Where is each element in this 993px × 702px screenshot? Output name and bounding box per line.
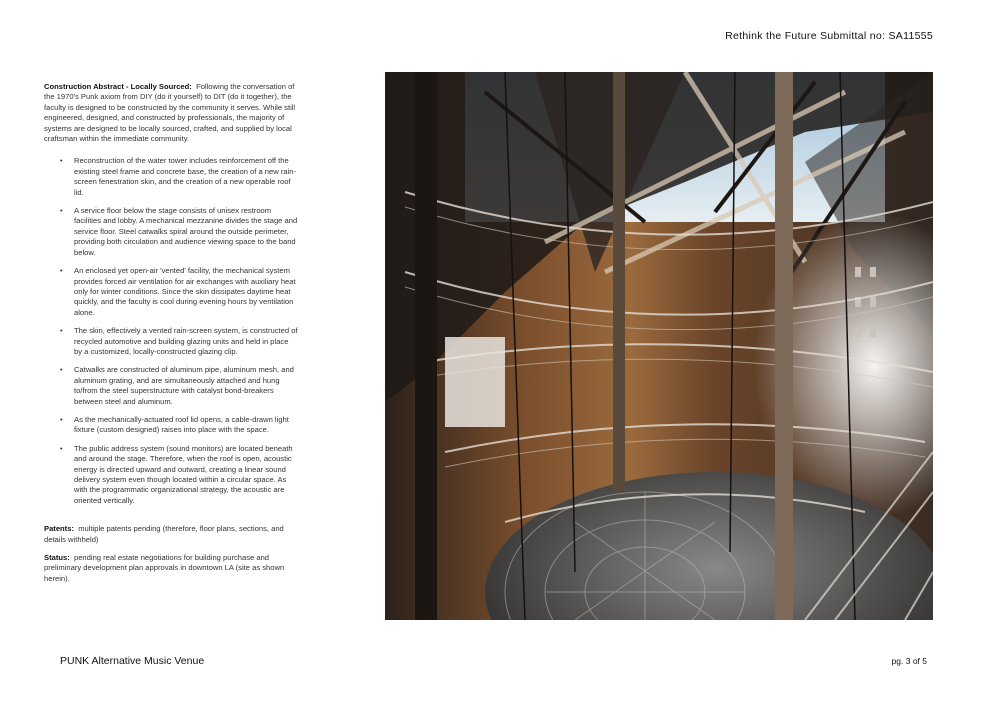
list-item: • The skin, effectively a vented rain-screen system, is constructed of recycled automotive and building glazing units and held in place by a customized, locally-constructed glazing clip.	[60, 326, 298, 356]
patents-paragraph	[44, 524, 298, 545]
submittal-number: Rethink the Future Submittal no: SA11555	[725, 30, 933, 42]
status-label: Status:	[44, 553, 70, 563]
patents-text: multiple patents pending (therefore, floor plans, sections, and details withheld)	[44, 524, 284, 544]
interior-rendering	[385, 72, 933, 620]
bullet-marker: •	[60, 326, 63, 336]
page-number: pg. 3 of 5	[891, 656, 927, 666]
list-item: • Catwalks are constructed of aluminum pipe, aluminum mesh, and aluminum grating, and are simultaneously attached and hung to/from the steel superstructure with catalyst bond-breakers between steel and aluminum.	[60, 365, 294, 406]
bullet-marker: •	[60, 443, 63, 453]
bullet-list	[44, 156, 298, 506]
list-item: • An enclosed yet open-air 'vented' facility, the mechanical system provides forced air ventilation for air exchanges with auxiliary heat only for winter conditions. Since the skin dissipates daytime heat quickly, and the faculty is cool during evening hours by ventilation alone.	[60, 266, 296, 317]
text-column	[44, 82, 298, 592]
list-item: • The public address system (sound monitors) are located beneath and around the stage. Therefore, when the roof is open, acoustic energy is directed upward and outward, creating a linear sound delivery system even though located within a circular space. As with the programmatic organizational strategy, the acoustic are oriented vertically.	[60, 443, 293, 505]
document-title: PUNK Alternative Music Venue	[60, 655, 205, 667]
interior-rendering-illustration	[385, 72, 933, 620]
status-text: pending real estate negotiations for building purchase and preliminary development plan approvals in downtown LA (site as shown herein).	[44, 553, 285, 583]
list-item: • As the mechanically-actuated roof lid opens, a cable-drawn light fixture (custom designed) raises into place with the space.	[60, 414, 289, 435]
bullet-marker: •	[60, 206, 63, 216]
status-paragraph	[44, 553, 298, 584]
abstract-text: Following the conversation of the 1970's Punk axiom from DIY (do it yourself) to DIT (do it together), the faculty is designed to be constructed by the community it serves. While still engineered, designed, and constructed by professionals, the majority of systems are designed to be locally sourced, crafted, and supplied by local craftsman within the immediate community.	[44, 82, 296, 144]
abstract-label: Construction Abstract - Locally Sourced:	[44, 82, 192, 91]
list-item: • A service floor below the stage consists of unisex restroom facilities and lobby. A mechanical mezzanine divides the stage and service floor. Steel catwalks spiral around the outside perimeter, providing both circulation and audience viewing space to the band below.	[60, 206, 298, 257]
bullet-marker: •	[60, 414, 63, 424]
list-item: • Reconstruction of the water tower includes reinforcement off the existing steel frame and concrete base, the creation of a new rain-screen fenestration skin, and the creation of a new operable roof lid.	[60, 156, 297, 197]
bullet-marker: •	[60, 156, 63, 166]
patents-label: Patents:	[44, 524, 74, 534]
construction-abstract	[44, 82, 298, 144]
bullet-marker: •	[60, 266, 63, 276]
bullet-marker: •	[60, 365, 63, 375]
